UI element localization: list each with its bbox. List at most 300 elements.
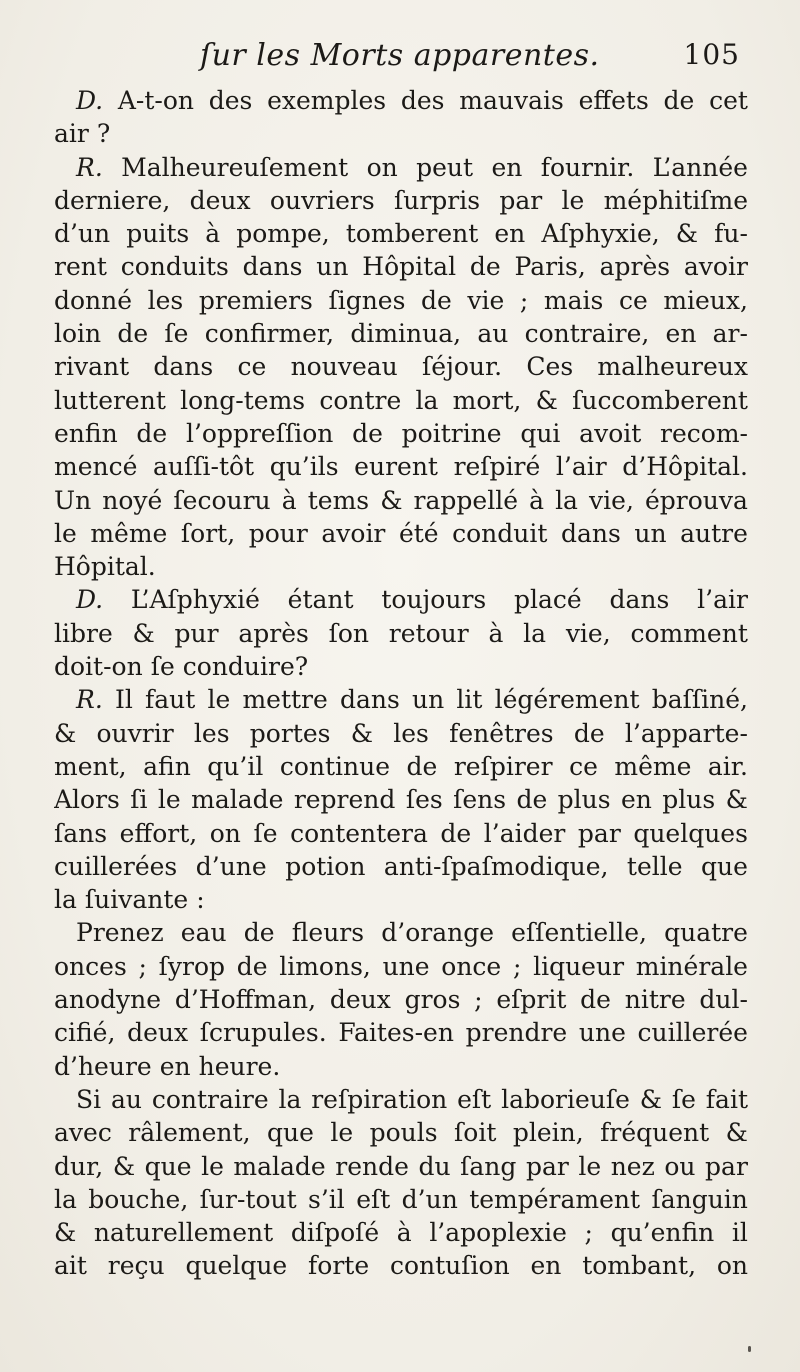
word: & <box>350 718 373 748</box>
word: à <box>396 1218 412 1248</box>
word: L’année <box>652 152 748 182</box>
word: conduits <box>120 252 229 282</box>
word: poitrine <box>401 418 502 448</box>
word: de <box>663 86 695 115</box>
word: noyé <box>102 485 163 515</box>
word: vie, <box>565 618 611 648</box>
word: ſcrupules. <box>199 1018 327 1048</box>
word: ſecouru <box>173 485 271 515</box>
word: l’air <box>555 452 607 482</box>
word: Ces <box>526 352 574 382</box>
text-line <box>54 750 748 783</box>
word: de <box>516 785 548 815</box>
word: un <box>316 252 349 282</box>
word: par <box>525 1151 569 1181</box>
word: reſpiration <box>311 1084 448 1114</box>
word: la <box>54 885 77 915</box>
word: & <box>380 485 403 515</box>
word: d’orange <box>381 918 495 948</box>
word: nitre <box>624 985 686 1015</box>
word: gros <box>404 985 461 1015</box>
word: recom- <box>660 418 748 448</box>
word: le <box>561 185 585 215</box>
word: once <box>441 951 502 981</box>
text-line <box>54 1083 748 1116</box>
word: fréquent <box>600 1118 710 1148</box>
word: ſort, <box>180 518 236 548</box>
word: ait <box>54 1251 87 1281</box>
text-line <box>54 850 748 883</box>
word: dans <box>339 685 400 715</box>
word: enfin <box>54 418 118 448</box>
word: en <box>621 785 652 815</box>
word: fleurs <box>291 918 365 948</box>
paper-speck <box>748 1346 751 1352</box>
word: plus <box>557 785 611 815</box>
word: anodyne <box>54 985 162 1015</box>
word: ce <box>569 751 598 781</box>
word: & <box>54 718 77 748</box>
word: Faites-en <box>338 1018 454 1048</box>
word: qui <box>520 418 561 448</box>
word: ar- <box>712 319 748 349</box>
word: plus <box>662 785 716 815</box>
word: râlement, <box>128 1118 251 1148</box>
word: comment <box>630 618 748 648</box>
word: retour <box>388 618 469 648</box>
word: onces <box>54 951 127 981</box>
word: prendre <box>465 1018 568 1048</box>
text-line <box>54 117 748 150</box>
word: tempérament <box>469 1184 641 1214</box>
word: contentera <box>290 818 428 848</box>
word: contraire <box>151 1084 269 1114</box>
running-head <box>200 38 740 78</box>
word: heure. <box>198 1051 281 1081</box>
text-line <box>54 217 748 250</box>
word: autre <box>680 518 748 548</box>
word: telle <box>626 851 683 881</box>
word: tems <box>307 485 370 515</box>
text-line <box>54 484 748 517</box>
word: portes <box>249 718 331 748</box>
word: du <box>418 1151 451 1181</box>
word: au <box>477 319 509 349</box>
word: deux <box>189 185 251 215</box>
word: Si <box>76 1084 102 1114</box>
word: ; <box>584 1218 593 1248</box>
word: eurent <box>354 452 438 482</box>
text-line <box>54 250 748 283</box>
word: ſoit <box>454 1118 497 1148</box>
word: qu’enfin <box>610 1218 715 1248</box>
word: de <box>580 985 611 1015</box>
word: une <box>578 1018 626 1048</box>
word: le <box>207 685 231 715</box>
word: même <box>614 751 692 781</box>
word: baſſiné, <box>651 685 748 715</box>
word: à <box>488 618 504 648</box>
text-line <box>54 1050 748 1083</box>
speaker-marker: R. <box>76 152 103 182</box>
text-line <box>54 650 748 683</box>
word: nez <box>610 1151 655 1181</box>
word: ſéjour. <box>422 352 503 382</box>
word: pouls <box>369 1118 438 1148</box>
text-line <box>54 717 748 750</box>
word: & <box>535 385 558 415</box>
word: : <box>196 885 205 915</box>
word: le <box>330 1118 354 1148</box>
word: & <box>725 1118 748 1148</box>
word: d’Hoffman, <box>174 985 317 1015</box>
text-line <box>54 683 748 716</box>
word: la <box>278 1084 302 1114</box>
word: ſe <box>253 818 278 848</box>
text-line <box>54 583 748 616</box>
word: & <box>675 219 699 249</box>
running-title: ſur les Morts apparentes. <box>200 38 600 73</box>
word: mort, <box>452 385 522 415</box>
word: d’Hôpital. <box>622 452 748 482</box>
word: naturellement <box>93 1218 274 1248</box>
word: après <box>238 618 309 648</box>
word: des <box>400 86 445 115</box>
speaker-marker: D. <box>76 86 104 115</box>
word: toujours <box>381 585 487 615</box>
word: eſt <box>457 1084 492 1114</box>
word: après <box>599 252 671 282</box>
word: ſang <box>460 1151 517 1181</box>
page-number: 105 <box>683 38 740 71</box>
speaker-marker: R. <box>76 685 103 715</box>
word: tombant, <box>582 1251 697 1281</box>
word: l’aider <box>483 818 566 848</box>
word: dans <box>242 252 303 282</box>
word: anti-ſpaſmodique, <box>383 851 609 881</box>
word: limons, <box>279 951 371 981</box>
word: continue <box>279 751 391 781</box>
word: la <box>54 1184 77 1214</box>
word: fu- <box>714 219 748 249</box>
word: étant <box>287 585 354 615</box>
text-line <box>54 151 748 184</box>
word: contraire, <box>524 319 650 349</box>
text-line <box>54 983 748 1016</box>
word: mencé <box>54 452 138 482</box>
word: peut <box>416 152 474 182</box>
word: que <box>266 1118 314 1148</box>
word: diſpoſé <box>290 1218 380 1248</box>
word: contre <box>319 385 402 415</box>
word: Un <box>54 485 92 515</box>
text-line <box>54 1150 748 1183</box>
word: avoir <box>321 518 386 548</box>
word: mais <box>543 285 604 315</box>
word: Alors <box>54 785 120 815</box>
text-line <box>54 184 748 217</box>
word: mettre <box>242 685 328 715</box>
word: en <box>665 319 697 349</box>
word: ſuivante <box>84 885 189 915</box>
text-line <box>54 1183 748 1216</box>
word: ſans <box>54 818 108 848</box>
word: le <box>578 1151 602 1181</box>
word: en <box>159 1051 191 1081</box>
word: on <box>366 152 398 182</box>
word: dans <box>560 518 621 548</box>
word: ſe <box>150 652 175 682</box>
word: ou <box>664 1151 696 1181</box>
word: de <box>352 418 383 448</box>
word: rende <box>335 1151 409 1181</box>
text-line <box>54 550 748 583</box>
word: par <box>499 185 543 215</box>
word: deux <box>127 1018 189 1048</box>
word: de <box>440 818 472 848</box>
word: ſon <box>328 618 370 648</box>
word: même <box>90 518 168 548</box>
word: dans <box>609 585 670 615</box>
word: une <box>382 951 430 981</box>
word: à <box>205 219 221 249</box>
word: & <box>639 1084 663 1114</box>
word: ſignes <box>328 285 406 315</box>
word: fournir. <box>540 152 635 182</box>
word: afin <box>143 751 191 781</box>
word: à <box>529 485 544 515</box>
word: l’oppreſſion <box>185 418 334 448</box>
word: les <box>147 285 184 315</box>
word: Il <box>114 685 133 715</box>
word: pur <box>174 618 219 648</box>
word: mieux, <box>663 285 748 315</box>
word: ouvrir <box>96 718 174 748</box>
word: derniere, <box>54 185 171 215</box>
word: malade <box>191 785 284 815</box>
text-line <box>54 317 748 350</box>
word: confirmer, <box>204 319 335 349</box>
word: fait <box>705 1084 748 1114</box>
word: potion <box>285 851 366 881</box>
word: il <box>731 1218 748 1248</box>
word: reſpirer <box>453 751 553 781</box>
text-line <box>54 783 748 816</box>
word: conduire? <box>182 652 309 682</box>
text-line <box>54 617 748 650</box>
word: l’apoplexie <box>429 1218 567 1248</box>
word: méphitiſme <box>603 185 748 215</box>
word: rent <box>54 252 107 282</box>
word: Malheureuſement <box>121 152 349 182</box>
word: exemples <box>267 86 387 115</box>
word: d’une <box>195 851 267 881</box>
word: air. <box>707 751 748 781</box>
text-line <box>54 350 748 383</box>
word: que <box>144 1151 192 1181</box>
word: la <box>523 618 547 648</box>
word: l’air <box>697 585 748 615</box>
word: d’un <box>54 219 111 249</box>
word: placé <box>514 585 582 615</box>
word: qu’ils <box>269 452 339 482</box>
word: reprend <box>293 785 396 815</box>
word: Hôpital. <box>54 552 156 582</box>
word: ſens <box>453 785 507 815</box>
word: plein, <box>512 1118 584 1148</box>
word: fenêtres <box>449 718 554 748</box>
word: un <box>634 518 667 548</box>
word: la <box>555 485 578 515</box>
text-line <box>54 1016 748 1049</box>
word: & <box>112 1151 136 1181</box>
word: Hôpital <box>362 252 457 282</box>
word: A-t-on <box>117 86 194 115</box>
word: air <box>54 119 89 149</box>
word: les <box>193 718 230 748</box>
word: de <box>243 918 275 948</box>
word: malheureux <box>597 352 748 382</box>
word: ; <box>138 951 147 981</box>
word: ſi <box>130 785 148 815</box>
word: malade <box>233 1151 326 1181</box>
word: vie, <box>589 485 634 515</box>
word: loin <box>54 319 102 349</box>
text-line <box>54 450 748 483</box>
word: au <box>110 1084 142 1114</box>
word: quatre <box>664 918 748 948</box>
word: long-tems <box>180 385 306 415</box>
word: de <box>469 252 501 282</box>
text-line <box>54 1116 748 1149</box>
word: ſe <box>164 319 189 349</box>
word: de <box>117 319 149 349</box>
word: contuſion <box>389 1251 510 1281</box>
word: avoit <box>579 418 642 448</box>
word: dur, <box>54 1151 104 1181</box>
word: le <box>157 785 181 815</box>
word: éprouva <box>645 485 748 515</box>
text-line <box>54 950 748 983</box>
word: la <box>415 385 439 415</box>
word: deux <box>329 985 391 1015</box>
word: donné <box>54 285 133 315</box>
word: puits <box>126 219 190 249</box>
word: eſt <box>356 1184 391 1214</box>
word: lit <box>456 685 483 715</box>
word: ouvriers <box>269 185 375 215</box>
word: un <box>411 685 445 715</box>
word: reſpiré <box>453 452 541 482</box>
text-line <box>54 916 748 949</box>
word: ment, <box>54 751 127 781</box>
word: de <box>421 285 452 315</box>
word: auſſi-tôt <box>153 452 255 482</box>
word: eſſentielle, <box>511 918 647 948</box>
word: effort, <box>119 818 198 848</box>
word: avec <box>54 1118 112 1148</box>
text-line <box>54 883 748 916</box>
word: les <box>393 718 429 748</box>
word: diminua, <box>350 319 462 349</box>
word: rappellé <box>413 485 518 515</box>
word: d’un <box>401 1184 458 1214</box>
text-line <box>54 817 748 850</box>
word: cet <box>709 86 748 115</box>
word: mauvais <box>459 86 564 115</box>
word: effets <box>578 86 649 115</box>
word: en <box>494 219 526 249</box>
word: conduit <box>452 518 548 548</box>
word: reçu <box>107 1251 165 1281</box>
word: bouche, <box>88 1184 189 1214</box>
text-line <box>54 84 748 117</box>
word: faut <box>145 685 196 715</box>
word: ce <box>618 285 648 315</box>
word: en <box>530 1251 562 1281</box>
word: ce <box>237 352 267 382</box>
word: été <box>398 518 439 548</box>
word: on <box>209 818 241 848</box>
word: on <box>716 1251 748 1281</box>
word: que <box>701 851 748 881</box>
text-line <box>54 417 748 450</box>
word: & <box>132 618 155 648</box>
word: ? <box>96 119 111 149</box>
word: l’apparte- <box>624 718 748 748</box>
word: dans <box>153 352 214 382</box>
speaker-marker: D. <box>76 585 104 615</box>
text-line <box>54 1216 748 1249</box>
word: en <box>491 152 523 182</box>
word: pour <box>248 518 308 548</box>
word: de <box>573 718 605 748</box>
word: dul- <box>699 985 748 1015</box>
word: rivant <box>54 352 130 382</box>
word: Paris, <box>514 252 586 282</box>
word: & <box>725 785 748 815</box>
word: lutterent <box>54 385 166 415</box>
word: à <box>281 485 297 515</box>
word: cuillerée <box>637 1018 748 1048</box>
word: cuillerées <box>54 851 178 881</box>
word: ſuccomberent <box>572 385 748 415</box>
word: de <box>136 418 168 448</box>
word: ſanguin <box>651 1184 748 1214</box>
word: avoir <box>683 252 748 282</box>
word: libre <box>54 618 113 648</box>
word: ; <box>474 985 483 1015</box>
word: doit-on <box>54 652 143 682</box>
word: & <box>54 1218 77 1248</box>
word: ; <box>512 951 522 981</box>
word: de <box>406 751 438 781</box>
text-line <box>54 1249 748 1282</box>
word: qu’il <box>207 751 264 781</box>
body-text <box>54 84 748 1283</box>
word: minérale <box>635 951 748 981</box>
word: le <box>54 518 77 548</box>
word: pompe, <box>236 219 330 249</box>
word: par <box>705 1151 748 1181</box>
word: des <box>208 86 253 115</box>
word: de <box>236 951 268 981</box>
word: ſyrop <box>158 951 226 981</box>
text-line <box>54 384 748 417</box>
word: premiers <box>198 285 313 315</box>
word: eſprit <box>496 985 567 1015</box>
word: ſur-tout <box>199 1184 297 1214</box>
